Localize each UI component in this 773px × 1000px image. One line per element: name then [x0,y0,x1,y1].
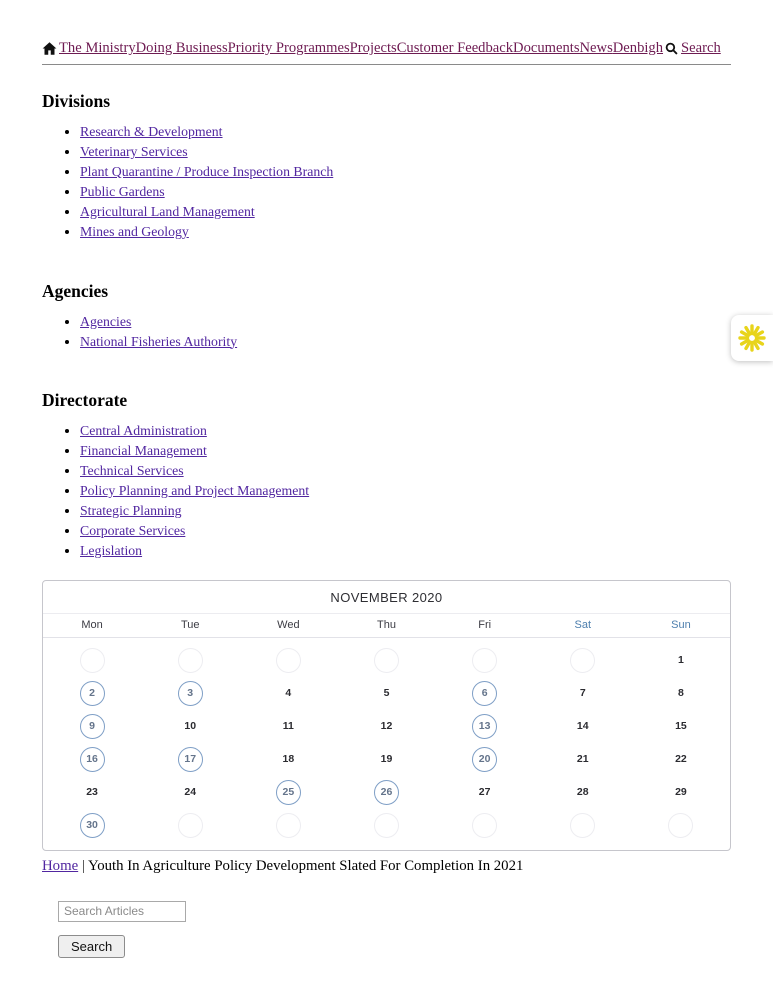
calendar-day-empty [80,648,105,673]
link-veterinary-services[interactable]: Veterinary Services [80,144,188,159]
breadcrumb [42,858,731,875]
calendar-cell [239,677,337,710]
list-item [80,334,731,351]
list-item [80,423,731,440]
nav-link-customer-feedback[interactable]: Customer Feedback [396,40,514,56]
search-input[interactable] [58,901,186,922]
calendar-day-event[interactable]: 30 [80,813,105,838]
directorate-list [42,423,731,560]
calendar-cell [632,809,730,842]
nav-link-priority-programmes[interactable]: Priority Programmes [227,40,350,56]
nav-link-the-ministry[interactable]: The Ministry [59,40,136,56]
calendar-day-empty [570,813,595,838]
calendar-cell [239,743,337,776]
directorate-heading: Directorate [42,390,128,410]
calendar-cell [141,677,239,710]
breadcrumb-separator: | [81,857,85,874]
article-title: Youth In Agriculture Policy Development Slated For Completion In 2021 [88,857,524,874]
home-link[interactable]: Home [42,857,79,874]
link-policy-planning-and-project-management[interactable]: Policy Planning and Project Management [80,483,310,498]
link-agencies[interactable]: Agencies [80,313,132,329]
list-item [80,124,731,141]
calendar-day[interactable]: 21 [576,753,589,765]
calendar-cell [534,644,632,677]
calendar-cell [239,809,337,842]
calendar-day-empty [178,813,203,838]
agencies-heading: Agencies [42,280,109,301]
calendar-cell [239,644,337,677]
calendar-cell [239,776,337,809]
agencies-list [42,314,731,351]
list-item [80,164,731,181]
calendar-day-event[interactable]: 13 [472,714,497,739]
calendar-day-empty [178,648,203,673]
list-item [80,224,731,241]
calendar-day-header-thu: Thu [377,618,396,631]
calendar-day-header-mon: Mon [81,618,103,631]
calendar-day-empty [374,648,399,673]
events-calendar [42,580,731,851]
link-technical-services[interactable]: Technical Services [80,463,184,478]
calendar-day-header-sun: Sun [671,618,691,631]
calendar-day[interactable]: 27 [478,786,491,798]
link-plant-quarantine-produce-inspection-branch[interactable]: Plant Quarantine / Produce Inspection Branch [80,164,334,179]
calendar-day[interactable]: 15 [675,720,687,732]
calendar-cell [632,743,730,776]
home-icon[interactable] [42,41,57,56]
calendar-cell [436,743,534,776]
calendar-day-event[interactable]: 16 [80,747,105,772]
calendar-cell [141,644,239,677]
link-legislation[interactable]: Legislation [80,543,143,558]
nav-search-label: Search [681,40,721,56]
calendar-day-event[interactable]: 6 [472,681,497,706]
calendar-day[interactable]: 29 [675,786,687,798]
divisions-list [42,124,731,241]
calendar-day[interactable]: 18 [282,753,295,765]
calendar-day-empty [374,813,399,838]
calendar-day-empty [570,648,595,673]
calendar-day[interactable]: 5 [383,687,390,699]
calendar-day-event[interactable]: 17 [178,747,203,772]
calendar-cell [436,677,534,710]
calendar-day-empty [276,648,301,673]
calendar-day[interactable]: 4 [285,687,292,699]
link-mines-and-geology[interactable]: Mines and Geology [80,224,189,239]
calendar-cell [534,776,632,809]
list-item [80,184,731,201]
list-item [80,144,731,161]
link-agricultural-land-management[interactable]: Agricultural Land Management [80,204,255,219]
calendar-cell [632,776,730,809]
calendar-cell [43,776,141,809]
calendar-cell [337,644,435,677]
link-national-fisheries-authority[interactable]: National Fisheries Authority [80,333,238,349]
calendar-cell [141,710,239,743]
calendar-day-header-tue: Tue [180,618,200,631]
calendar-day[interactable]: 14 [576,720,589,732]
calendar-cell [337,710,435,743]
calendar-day[interactable]: 28 [576,786,589,798]
list-item [80,463,731,480]
calendar-cell [141,809,239,842]
calendar-cell [43,644,141,677]
list-item [80,204,731,221]
calendar-day-event[interactable]: 3 [178,681,203,706]
calendar-day-event[interactable]: 9 [80,714,105,739]
calendar-cell [632,677,730,710]
top-nav [42,40,731,65]
calendar-day[interactable]: 1 [678,654,684,666]
accessibility-sunburst-icon [737,323,767,353]
calendar-cell [43,743,141,776]
list-item [80,314,731,331]
search-icon [665,42,678,55]
calendar-cell [436,776,534,809]
nav-link-denbigh[interactable]: Denbigh [612,40,664,56]
calendar-day[interactable]: 10 [184,720,197,732]
calendar-day-empty [668,813,693,838]
calendar-day[interactable]: 12 [380,720,393,732]
calendar-cell [43,809,141,842]
link-strategic-planning[interactable]: Strategic Planning [80,503,182,518]
search-button[interactable]: Search [58,935,125,958]
calendar-cell [141,776,239,809]
calendar-cell [239,710,337,743]
calendar-day[interactable]: 19 [380,753,393,765]
nav-link-doing-business[interactable]: Doing Business [135,40,228,56]
calendar-day[interactable]: 11 [282,720,294,732]
accessibility-widget-button[interactable] [731,315,773,361]
article-search-form [58,901,731,958]
calendar-cell [337,809,435,842]
calendar-day-header-wed: Wed [277,618,300,631]
list-item [80,443,731,460]
calendar-day-event[interactable]: 26 [374,780,399,805]
calendar-day-empty [276,813,301,838]
nav-link-news[interactable]: News [579,40,613,56]
calendar-cell [534,809,632,842]
calendar-month-title: NOVEMBER 2020 [43,581,730,614]
calendar-cell [436,710,534,743]
calendar-cell [337,743,435,776]
calendar-cell [534,710,632,743]
list-item [80,543,731,560]
calendar-day[interactable]: 24 [184,786,197,798]
calendar-cell [141,743,239,776]
calendar-day-empty [472,813,497,838]
nav-search-link[interactable] [665,40,721,57]
calendar-day[interactable]: 23 [86,786,98,798]
link-financial-management[interactable]: Financial Management [80,443,207,458]
nav-link-documents[interactable]: Documents [513,40,580,56]
link-public-gardens[interactable]: Public Gardens [80,184,165,199]
nav-link-projects[interactable]: Projects [349,40,397,56]
top-nav-links [59,40,663,57]
link-corporate-services[interactable]: Corporate Services [80,523,186,538]
calendar-day-event[interactable]: 2 [80,681,105,706]
calendar-day-empty [472,648,497,673]
calendar-cell [43,710,141,743]
calendar-cell [534,743,632,776]
calendar-cell [632,710,730,743]
link-central-administration[interactable]: Central Administration [80,423,207,438]
link-research-development[interactable]: Research & Development [80,124,223,139]
calendar-day[interactable]: 8 [678,687,684,699]
calendar-cell [632,644,730,677]
calendar-day-header-fri: Fri [478,618,492,631]
calendar-day-header-sat: Sat [574,618,592,631]
list-item [80,523,731,540]
calendar-day-event[interactable]: 25 [276,780,301,805]
calendar-cell [436,644,534,677]
calendar-cell [43,677,141,710]
calendar-day[interactable]: 22 [675,753,687,765]
calendar-day-event[interactable]: 20 [472,747,497,772]
calendar-cell [337,677,435,710]
divisions-heading: Divisions [42,91,111,111]
calendar-day[interactable]: 7 [579,687,586,699]
list-item [80,503,731,520]
list-item [80,483,731,500]
calendar-grid [43,638,730,850]
calendar-day-header-row [43,614,730,638]
calendar-cell [436,809,534,842]
calendar-cell [337,776,435,809]
calendar-cell [534,677,632,710]
